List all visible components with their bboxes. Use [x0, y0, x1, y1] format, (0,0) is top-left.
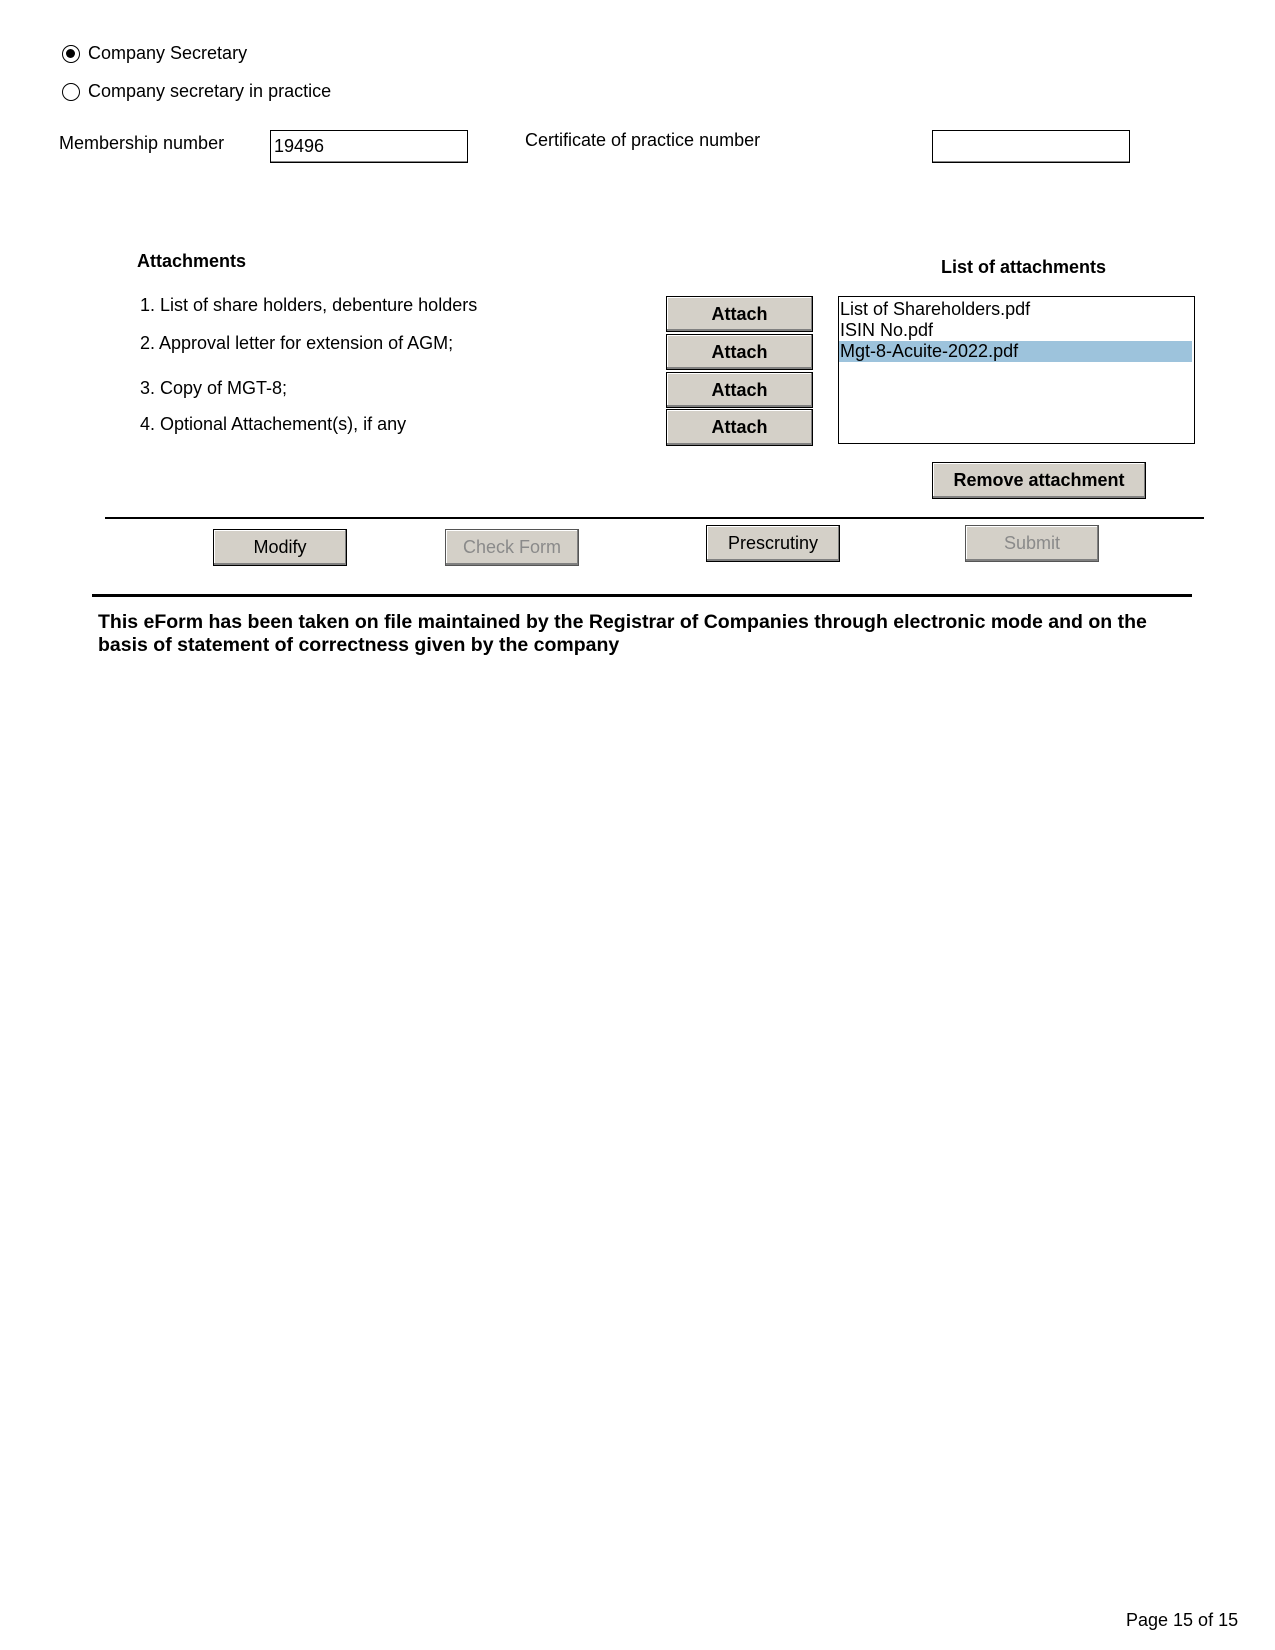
attach-button-2[interactable]: Attach [666, 334, 813, 370]
page-number: Page 15 of 15 [1126, 1610, 1239, 1630]
attachment-item-2: 2. Approval letter for extension of AGM; [140, 333, 454, 353]
membership-number-input[interactable]: 19496 [270, 130, 468, 163]
divider [105, 517, 1204, 519]
radio-company-secretary-in-practice[interactable] [62, 83, 80, 101]
attachment-item-4: 4. Optional Attachement(s), if any [140, 414, 407, 434]
radio-label-company-secretary-in-practice: Company secretary in practice [88, 81, 332, 101]
attachment-item-1: 1. List of share holders, debenture holders [140, 295, 478, 315]
attach-button-4[interactable]: Attach [666, 409, 813, 446]
thick-divider [92, 594, 1192, 597]
attachment-item-3: 3. Copy of MGT-8; [140, 378, 288, 398]
membership-number-label: Membership number [59, 133, 225, 153]
attachments-heading: Attachments [137, 251, 247, 271]
attachment-file-item[interactable]: List of Shareholders.pdf [840, 299, 1031, 319]
attachment-file-item[interactable]: ISIN No.pdf [840, 320, 934, 340]
list-of-attachments-heading: List of attachments [941, 257, 1107, 277]
footer-note: This eForm has been taken on file maintained by the Registrar of Companies through electronic mode and on the basis of statement of correctness given by the company [98, 611, 1147, 656]
attachments-listbox[interactable] [838, 296, 1195, 444]
modify-button[interactable]: Modify [213, 529, 347, 566]
remove-attachment-button[interactable]: Remove attachment [932, 462, 1146, 499]
radio-label-company-secretary: Company Secretary [88, 43, 248, 63]
certificate-number-input[interactable] [932, 130, 1130, 163]
submit-button[interactable]: Submit [965, 525, 1099, 562]
attachment-file-item-selected[interactable]: Mgt-8-Acuite-2022.pdf [839, 341, 1192, 362]
prescrutiny-button[interactable]: Prescrutiny [706, 525, 840, 562]
check-form-button[interactable]: Check Form [445, 529, 579, 566]
attach-button-1[interactable]: Attach [666, 296, 813, 332]
radio-company-secretary[interactable] [62, 45, 80, 63]
attach-button-3[interactable]: Attach [666, 372, 813, 408]
certificate-number-label: Certificate of practice number [525, 130, 761, 150]
